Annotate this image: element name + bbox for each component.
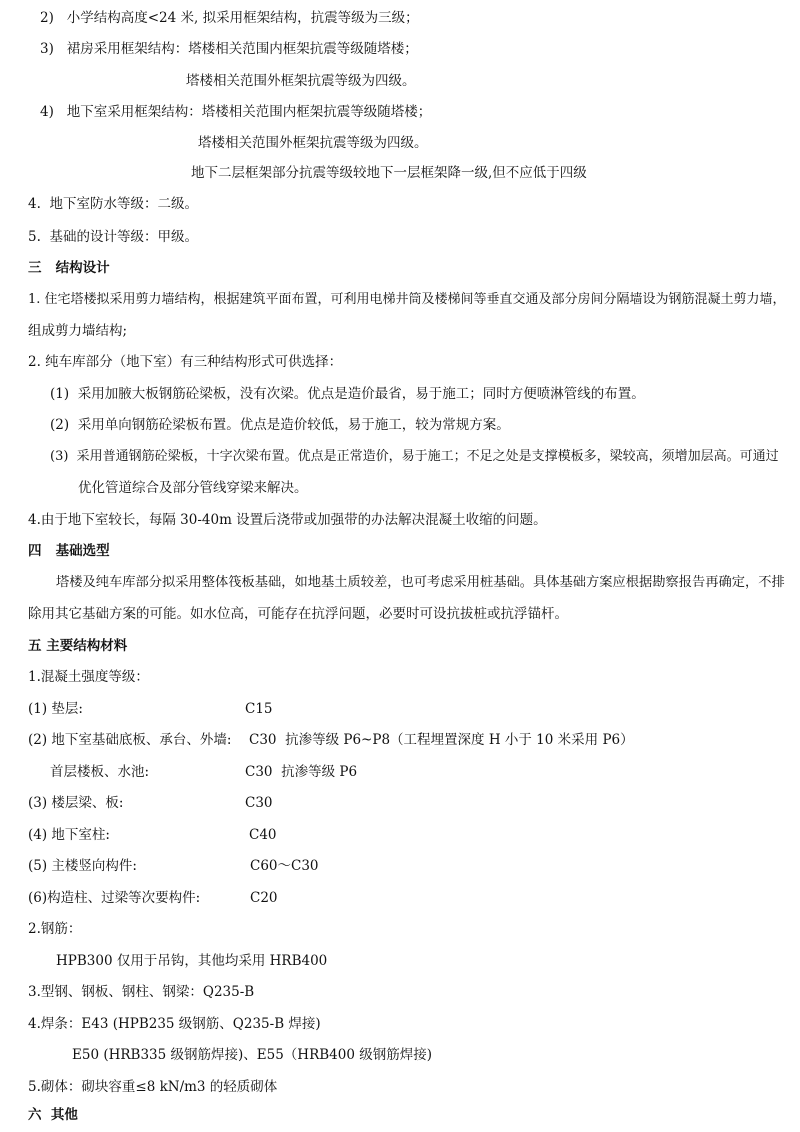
concrete-item-label: (4) 地下室柱: <box>28 827 110 843</box>
line-basement-outside: 塔楼相关范围外框架抗震等级为四级。 <box>198 135 428 151</box>
section-heading-other: 六 其他 <box>28 1107 78 1123</box>
concrete-item-value: C30 抗渗等级 P6 <box>245 764 358 780</box>
line-rebar-detail: HPB300 仅用于吊钩，其他均采用 HRB400 <box>56 953 328 969</box>
line-foundation-text-1: 塔楼及纯车库部分拟采用整体筏板基础，如地基土质较差，也可考虑采用桩基础。具体基础方案应根据勘察报告再确定，不排 <box>56 575 785 590</box>
section-heading-materials: 五 主要结构材料 <box>28 638 128 654</box>
line-shear-wall-1: 1. 住宅塔楼拟采用剪力墙结构，根据建筑平面布置，可利用电梯井筒及楼梯间等垂直交通及部分房间分隔墙设为钢筋混凝土剪力墙， <box>28 292 786 307</box>
section-heading-structural-design: 三 结构设计 <box>28 260 110 276</box>
concrete-item-value: C60～C30 <box>250 858 319 874</box>
line-foundation-text-2: 除用其它基础方案的可能。如水位高，可能存在抗浮问题，必要时可设抗拔桩或抗浮锚杆。 <box>28 606 568 622</box>
concrete-item-label: (6)构造柱、过梁等次要构件: <box>28 890 201 906</box>
line-option-3-cont: 优化管道综合及部分管线穿梁来解决。 <box>78 480 308 496</box>
line-option-2: (2) 采用单向钢筋砼梁板布置。优点是造价较低，易于施工，较为常规方案。 <box>50 417 510 433</box>
line-steel-sections: 3.型钢、钢板、钢柱、钢梁：Q235-B <box>28 984 255 1000</box>
line-rebar: 2.钢筋： <box>28 921 82 937</box>
line-podium-outside: 塔楼相关范围外框架抗震等级为四级。 <box>186 73 416 89</box>
line-shear-wall-2: 组成剪力墙结构; <box>28 323 128 339</box>
section-heading-foundation: 四 基础选型 <box>28 543 110 559</box>
concrete-item-label: 首层楼板、水池: <box>50 764 150 780</box>
concrete-item-value: C20 <box>250 890 278 906</box>
line-garage-options: 2. 纯车库部分（地下室）有三种结构形式可供选择： <box>28 354 343 370</box>
line-basement-frame: 4) 地下室采用框架结构：塔楼相关范围内框架抗震等级随塔楼； <box>40 104 432 120</box>
line-seismic-school: 2) 小学结构高度<24 米, 拟采用框架结构，抗震等级为三级； <box>40 10 419 26</box>
concrete-item-value: C40 <box>249 827 277 843</box>
line-waterproof-grade: 4. 地下室防水等级：二级。 <box>28 196 198 212</box>
concrete-item-value: C30 <box>245 795 273 811</box>
line-post-cast-strip: 4.由于地下室较长，每隔 30-40m 设置后浇带或加强带的办法解决混凝土收缩的问题。 <box>28 512 547 528</box>
concrete-item-label: (3) 楼层梁、板: <box>28 795 124 811</box>
line-concrete-grades: 1.混凝土强度等级： <box>28 669 149 685</box>
line-electrodes-2: E50 (HRB335 级钢筋焊接)、E55（HRB400 级钢筋焊接) <box>72 1047 432 1063</box>
line-option-3: (3) 采用普通钢筋砼梁板，十字次梁布置。优点是正常造价，易于施工；不足之处是支撑模板多，梁较高，须增加层高。可通过 <box>50 449 779 464</box>
concrete-item-value: C15 <box>245 701 273 717</box>
concrete-item-label: (2) 地下室基础底板、承台、外墙: <box>28 732 232 748</box>
concrete-item-value: C30 抗渗等级 P6~P8（工程埋置深度 H 小于 10 米采用 P6） <box>249 732 634 748</box>
line-option-1: (1) 采用加腋大板钢筋砼梁板，没有次梁。优点是造价最省，易于施工；同时方便喷淋管线的布置。 <box>50 386 645 402</box>
line-podium-frame: 3) 裙房采用框架结构：塔楼相关范围内框架抗震等级随塔楼； <box>40 41 418 57</box>
line-electrodes-1: 4.焊条：E43 (HPB235 级钢筋、Q235-B 焊接) <box>28 1016 321 1032</box>
concrete-item-label: (5) 主楼竖向构件: <box>28 858 137 874</box>
line-basement-level2: 地下二层框架部分抗震等级较地下一层框架降一级,但不应低于四级 <box>191 165 587 181</box>
concrete-item-label: (1) 垫层: <box>28 701 83 717</box>
line-masonry: 5.砌体：砌块容重≤8 kN/m3 的轻质砌体 <box>28 1079 278 1095</box>
line-foundation-grade: 5. 基础的设计等级：甲级。 <box>28 229 198 245</box>
